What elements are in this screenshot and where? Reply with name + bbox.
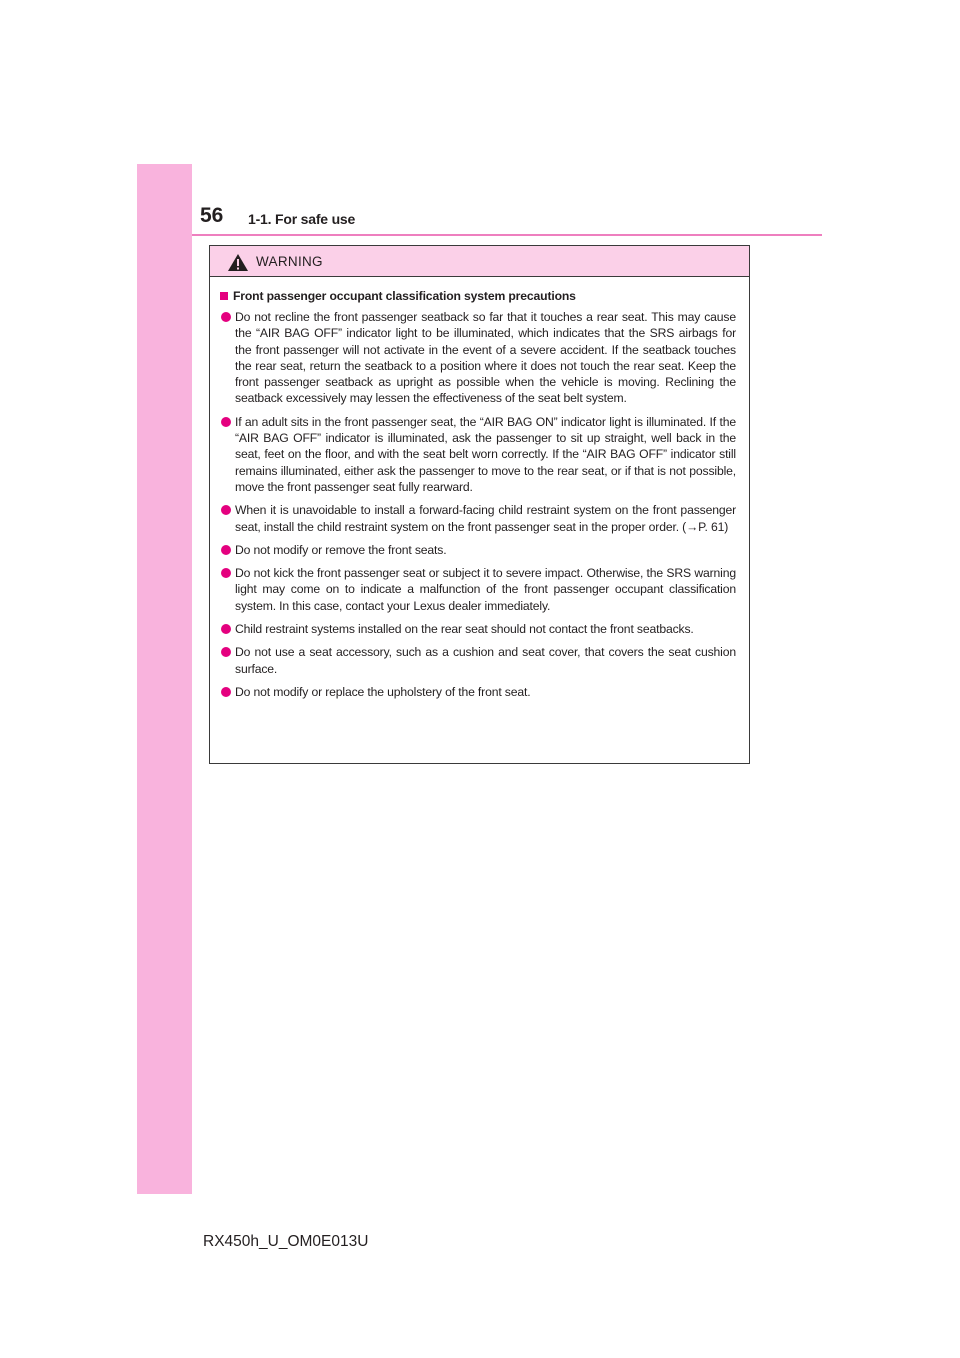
list-item (218, 621, 741, 637)
circle-bullet-icon (221, 624, 231, 634)
square-bullet-icon (220, 292, 228, 300)
list-item (218, 309, 741, 407)
list-item (218, 565, 741, 614)
list-item (218, 684, 741, 700)
list-item-text: Do not modify or replace the upholstery of the front seat. (235, 684, 531, 699)
list-item-text: Do not use a seat accessory, such as a cushion and seat cover, that covers the seat cushion surface. (235, 645, 736, 676)
circle-bullet-icon (221, 545, 231, 555)
circle-bullet-icon (221, 417, 231, 427)
circle-bullet-icon (221, 647, 231, 657)
list-item-text: Do not kick the front passenger seat or subject it to severe impact. Otherwise, the SRS warning light may come on to indicate a malfunction of the front passenger occupant classification system. In this case, contact your Lexus dealer immediately. (235, 566, 736, 613)
page-number: 56 (200, 204, 224, 227)
warning-subheading-text: Front passenger occupant classification system precautions (233, 289, 576, 303)
warning-body (210, 277, 749, 700)
chapter-side-band (137, 164, 192, 1194)
warning-list (218, 309, 741, 700)
list-item-text: Child restraint systems installed on the rear seat should not contact the front seatbacks. (235, 622, 694, 637)
list-item-text: Do not recline the front passenger seatback so far that it touches a rear seat. This may cause the “AIR BAG OFF” indicator light to be illuminated, which indicates that the SRS airbags for the front passenger will not activate in the event of a severe accident. If the seatback touches the rear seat, return the seatback to a position where it does not touch the rear seat. Keep the front passenger seatback as upright as possible when the vehicle is moving. Reclining the seatback excessively may lessen the effectiveness of the seat belt system. (235, 310, 736, 406)
circle-bullet-icon (221, 687, 231, 697)
warning-header (210, 246, 749, 277)
list-item-text: When it is unavoidable to install a forward-facing child restraint system on the front passenger seat, install the child restraint system on the front passenger seat in the proper order. (→P. 61) (235, 503, 736, 534)
header-rule (192, 234, 822, 236)
section-title: 1-1. For safe use (248, 211, 356, 227)
list-item-text: Do not modify or remove the front seats. (235, 542, 447, 557)
list-item (218, 644, 741, 677)
circle-bullet-icon (221, 312, 231, 322)
circle-bullet-icon (221, 568, 231, 578)
list-item (218, 502, 741, 535)
warning-subheading (218, 289, 741, 303)
warning-box (209, 245, 750, 764)
warning-label: WARNING (256, 254, 323, 269)
list-item (218, 542, 741, 558)
warning-triangle-icon (227, 253, 249, 272)
circle-bullet-icon (221, 505, 231, 515)
page-header (200, 204, 840, 232)
list-item (218, 414, 741, 495)
document-code: RX450h_U_OM0E013U (203, 1233, 369, 1250)
list-item-text: If an adult sits in the front passenger seat, the “AIR BAG ON” indicator light is illuminated. If the “AIR BAG OFF” indicator is illuminated, ask the passenger to sit up straight, well back in the seat, feet on the floor, and with the seat belt worn correctly. If the “AIR BAG OFF” indicator still remains illuminated, either ask the passenger to move to the rear seat, or if that is not possible, move the front passenger seat fully rearward. (235, 414, 736, 494)
